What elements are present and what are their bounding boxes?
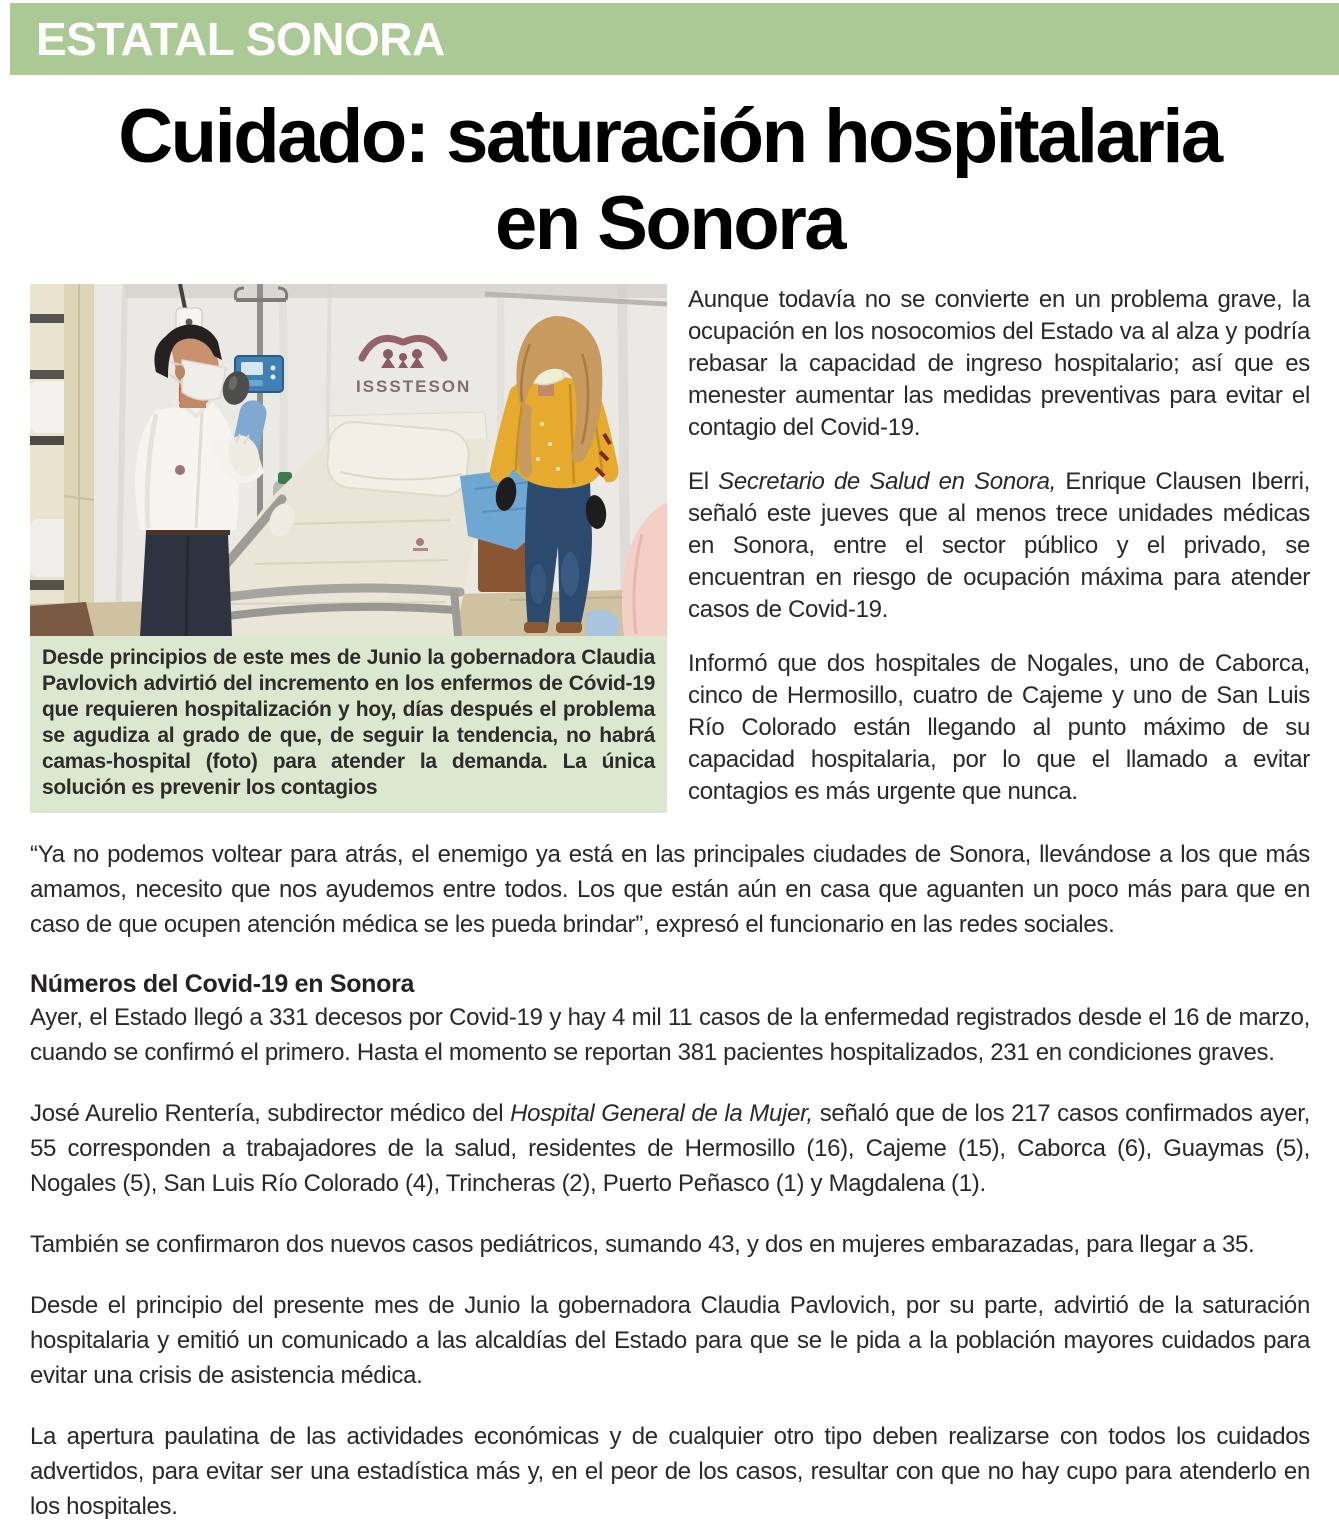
- headline-line-1: Cuidado: saturación hospitalaria: [118, 94, 1221, 179]
- logo-text: ISSSTESON: [356, 376, 472, 396]
- cases-paragraph: José Aurelio Rentería, subdirector médico del Hospital General de la Mujer, señaló que de los 217 casos confirmados ayer, 55 corresponden a trabajadores de la salud, residentes de Hermosillo (16), Cajeme (15), Caborca (6), Guaymas (5), Nogales (5), San Luis Río Colorado (4), Trincheras (2), Puerto Peñasco (1) y Magdalena (1).: [30, 1099, 1311, 1197]
- italic-hospital-name: Hospital General de la Mujer,: [510, 1099, 813, 1127]
- section-banner-label: ESTATAL SONORA: [36, 13, 445, 65]
- lead-paragraph-3: Informó que dos hospitales de Nogales, uno de Caborca, cinco de Hermosillo, cuatro de Cajeme y uno de San Luis Río Colorado están llegando al punto máximo de su capacidad hospitalaria, por lo que el llamado a evitar contagios es más urgente que nunca.: [688, 649, 1310, 805]
- governor-paragraph: Desde el principio del presente mes de Junio la gobernadora Claudia Pavlovich, por su parte, advirtió de la saturación hospitalaria y emitió un comunicado a las alcaldías del Estado para que se le pida a la población mayores cuidados para evitar una crisis de asistencia médica.: [30, 1291, 1310, 1389]
- section-heading: Números del Covid-19 en Sonora: [30, 969, 415, 998]
- photo-caption: Desde principios de este mes de Junio la gobernadora Claudia Pavlovich advirtió del incremento en los enfermos de Cóvid-19 que requieren hospitalización y hoy, días después el problema se agudiza al grado de que, de seguir la tendencia, no habrá camas-hospital (foto) para atender la demanda. La única solución es prevenir los contagios: [30, 636, 667, 813]
- article-body: [30, 837, 1310, 1524]
- italic-title: Secretario de Salud en Sonora,: [718, 467, 1057, 495]
- section-banner: [10, 3, 1339, 75]
- article-figure: [30, 284, 667, 813]
- article-top-section: [30, 284, 1310, 813]
- article-headline: [14, 93, 1325, 268]
- lead-paragraph-2: El Secretario de Salud en Sonora, Enrique Clausen Iberri, señaló este jueves que al menos trece unidades médicas en Sonora, entre el sector público y el privado, se encuentran en riesgo de ocupación máxima para atender casos de Covid-19.: [688, 467, 1310, 623]
- lead-column: [688, 284, 1310, 808]
- adjacent-ward: [30, 284, 94, 636]
- stats-paragraph: Ayer, el Estado llegó a 331 decesos por Covid-19 y hay 4 mil 11 casos de la enfermedad registrados desde el 16 de marzo, cuando se confirmó el primero. Hasta el momento se reportan 381 pacientes hospitalizados, 231 en condiciones graves.: [30, 1003, 1310, 1066]
- article-photo: [30, 284, 667, 636]
- lead-paragraph-1: Aunque todavía no se convierte en un problema grave, la ocupación en los nosocomios del Estado va al alza y podría rebasar la capacidad de ingreso hospitalario; así que es menester aumentar las medidas preventivas para evitar el contagio del Covid-19.: [688, 285, 1310, 441]
- closing-paragraph: La apertura paulatina de las actividades económicas y de cualquier otro tipo deben realizarse con todos los cuidados advertidos, para evitar ser una estadística más y, en el peor de los casos, resultar con que no hay cupo para atenderlo en los hospitales.: [30, 1422, 1310, 1520]
- quote-paragraph: “Ya no podemos voltear para atrás, el enemigo ya está en las principales ciudades de Sonora, llevándose a los que más amamos, necesito que nos ayudemos entre todos. Los que están aún en casa que aguanten un poco más para que en caso de que ocupen atención médica se les pueda brindar”, expresó el funcionario en las redes sociales.: [30, 840, 1310, 938]
- pillow: [325, 420, 470, 498]
- headline-line-2: en Sonora: [494, 181, 845, 267]
- pediatric-paragraph: También se confirmaron dos nuevos casos pediátricos, sumando 43, y dos en mujeres embarazadas, para llegar a 35.: [30, 1230, 1255, 1258]
